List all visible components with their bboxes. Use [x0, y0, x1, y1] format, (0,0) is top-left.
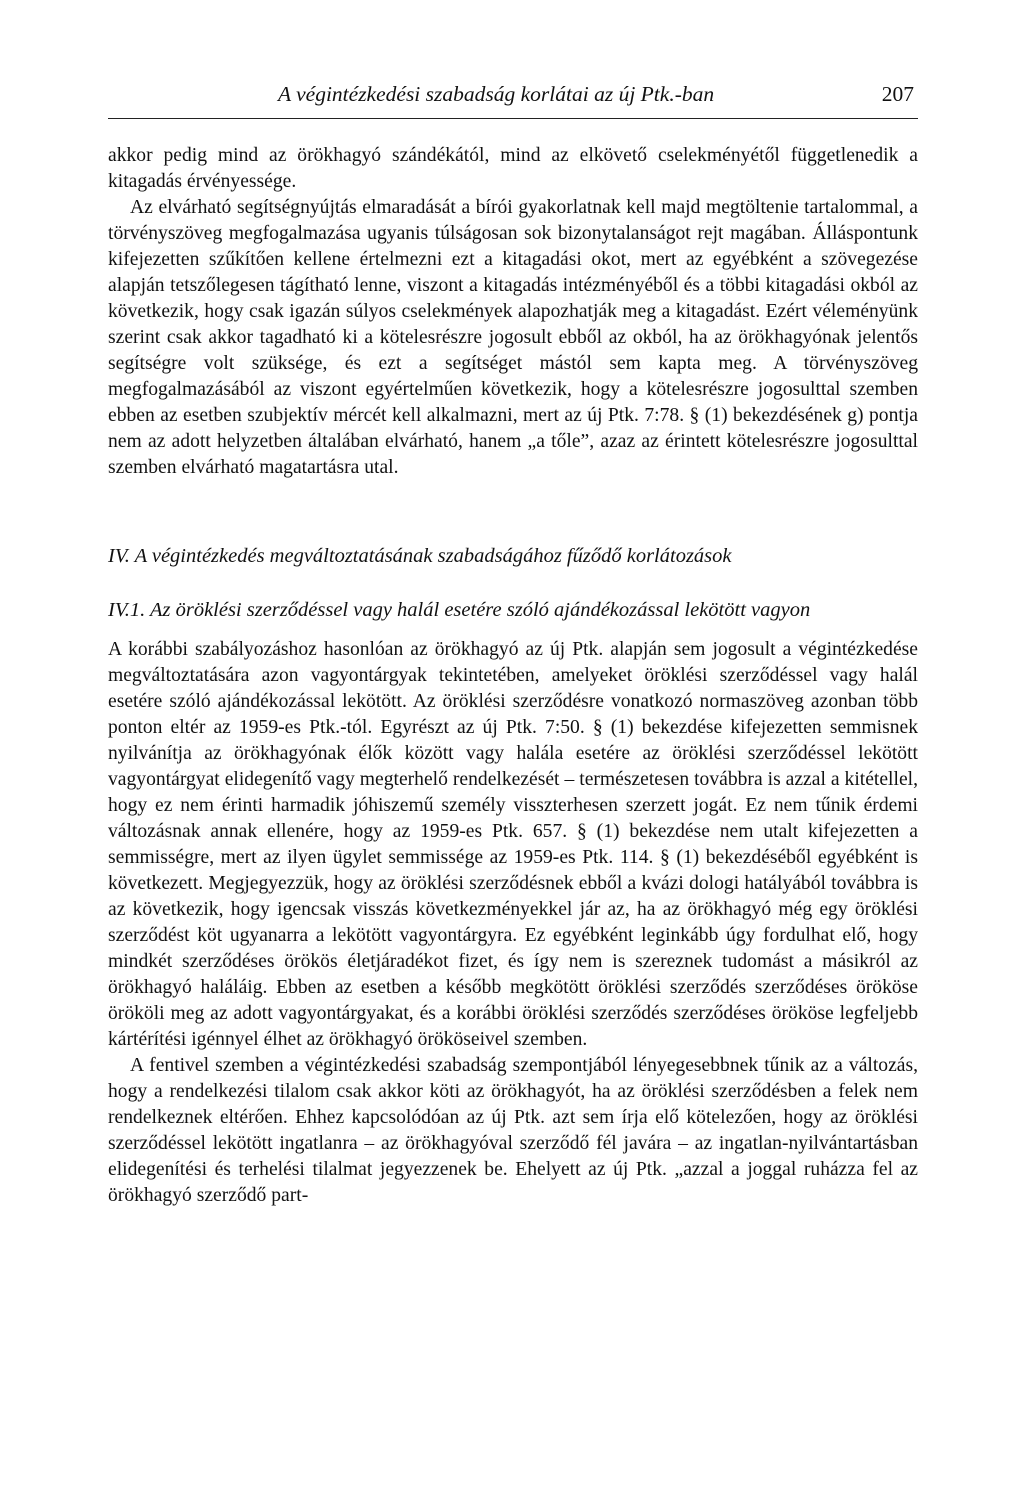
- page-number: 207: [881, 82, 914, 106]
- paragraph-continuation: akkor pedig mind az örökhagyó szándékától, mind az elkövető cselekményétől függetlenedik a kitagadás érvényessége.: [108, 145, 918, 192]
- running-header: [108, 78, 918, 119]
- paragraph-inheritance-contract: A korábbi szabályozáshoz hasonlóan az örökhagyó az új Ptk. alapján sem jogosult a végintézkedése megváltoztatására azon vagyontárgyak tekintetében, amelyeket öröklési szerződéssel vagy halál esetére szóló ajándékozással lekötött. Az öröklési szerződésre vonatkozó normaszöveg azonban több ponton eltér az 1959-es Ptk.-tól. Egyrészt az új Ptk. 7:50. § (1) bekezdése kifejezetten semmisnek nyilvánítja az örökhagyónak élők között vagy halála esetére az öröklési szerződéssel lekötött vagyontárgyat elidegenítő vagy megterhelő rendelkezését – természetesen továbbra is azzal a kitétellel, hogy ez nem érinti harmadik jóhiszemű személy visszterhesen szerzett jogát. Ez nem tűnik érdemi változásnak annak ellenére, hogy az 1959-es Ptk. 657. § (1) bekezdése nem utalt kifejezetten a semmisségre, mert az ilyen ügylet semmissége az 1959-es Ptk. 114. § (1) bekezdéséből egyébként is következett. Megjegyezzük, hogy az öröklési szerződésnek ebből a kvázi dologi hatályából továbbra is az következik, hogy igencsak visszás következményekkel jár az, ha az örökhagyó még egy öröklési szerződést köt ugyanarra a lekötött vagyontárgyra. Ez egyébként leginkább úgy fordulhat elő, hogy mindkét szerződéses örökös életjáradékot fizet, és így nem is szereznek tudomást a másikról az örökhagyó haláláig. Ebben az esetben a később megkötött öröklési szerződés szerződéses örököse örököli meg az adott vagyontárgyakat, és a korábbi öröklési szerződés szerződéses örököse legfeljebb kártérítési igénnyel élhet az örökhagyó örököseivel szemben.: [108, 639, 918, 1050]
- section-heading: IV. A végintézkedés megváltoztatásának szabadságához fűződő korlátozások: [108, 545, 732, 567]
- running-title: A végintézkedési szabadság korlátai az új Ptk.-ban: [278, 82, 715, 106]
- page: [108, 78, 918, 1209]
- subsection-heading: IV.1. Az öröklési szerződéssel vagy halál esetére szóló ajándékozással lekötött vagyon: [108, 599, 811, 621]
- paragraph-helping-duty: Az elvárható segítségnyújtás elmaradását a bírói gyakorlatnak kell majd megtöltenie tartalommal, a törvényszöveg megfogalmazása ugyanis túlságosan sok bizonytalanságot rejt magában. Álláspontunk kifejezetten szűkítően kellene értelmezni ezt a kitagadási okot, mert az egyébként a szövegezése alapján tetszőlegesen tágítható lenne, viszont a kitagadás intézményéből és a többi kitagadási okból az következik, hogy csak igazán súlyos cselekmények alapozhatják meg a kitagadást. Ezért véleményünk szerint csak akkor tagadható ki a kötelesrészre jogosult ebből az okból, ha az örökhagyónak jelentős segítségre volt szüksége, és ezt a segítséget mástól sem kapta meg. A törvényszöveg megfogalmazásából az viszont egyértelműen következik, hogy a kötelesrészre jogosulttal szemben ebben az esetben szubjektív mércét kell alkalmazni, mert az új Ptk. 7:78. § (1) bekezdésének g) pontja nem az adott helyzetben általában elvárható, hanem „a tőle”, azaz az érintett kötelesrészre jogosulttal szemben elvárható magatartásra utal.: [108, 197, 918, 478]
- paragraph-disposal-ban: A fentivel szemben a végintézkedési szabadság szempontjából lényegesebbnek tűnik az a változás, hogy a rendelkezési tilalom csak akkor köti az örökhagyót, ha az öröklési szerződésben a felek nem rendelkeznek eltérően. Ehhez kapcsolódóan az új Ptk. azt sem írja elő kötelezően, hogy az öröklési szerződéssel lekötött ingatlanra – az örökhagyóval szerződő fél javára – az ingatlan-nyilvántartásban elidegenítési és terhelési tilalmat jegyezzenek be. Ehelyett az új Ptk. „azzal a joggal ruházza fel az örökhagyó szerződő part-: [108, 1055, 918, 1206]
